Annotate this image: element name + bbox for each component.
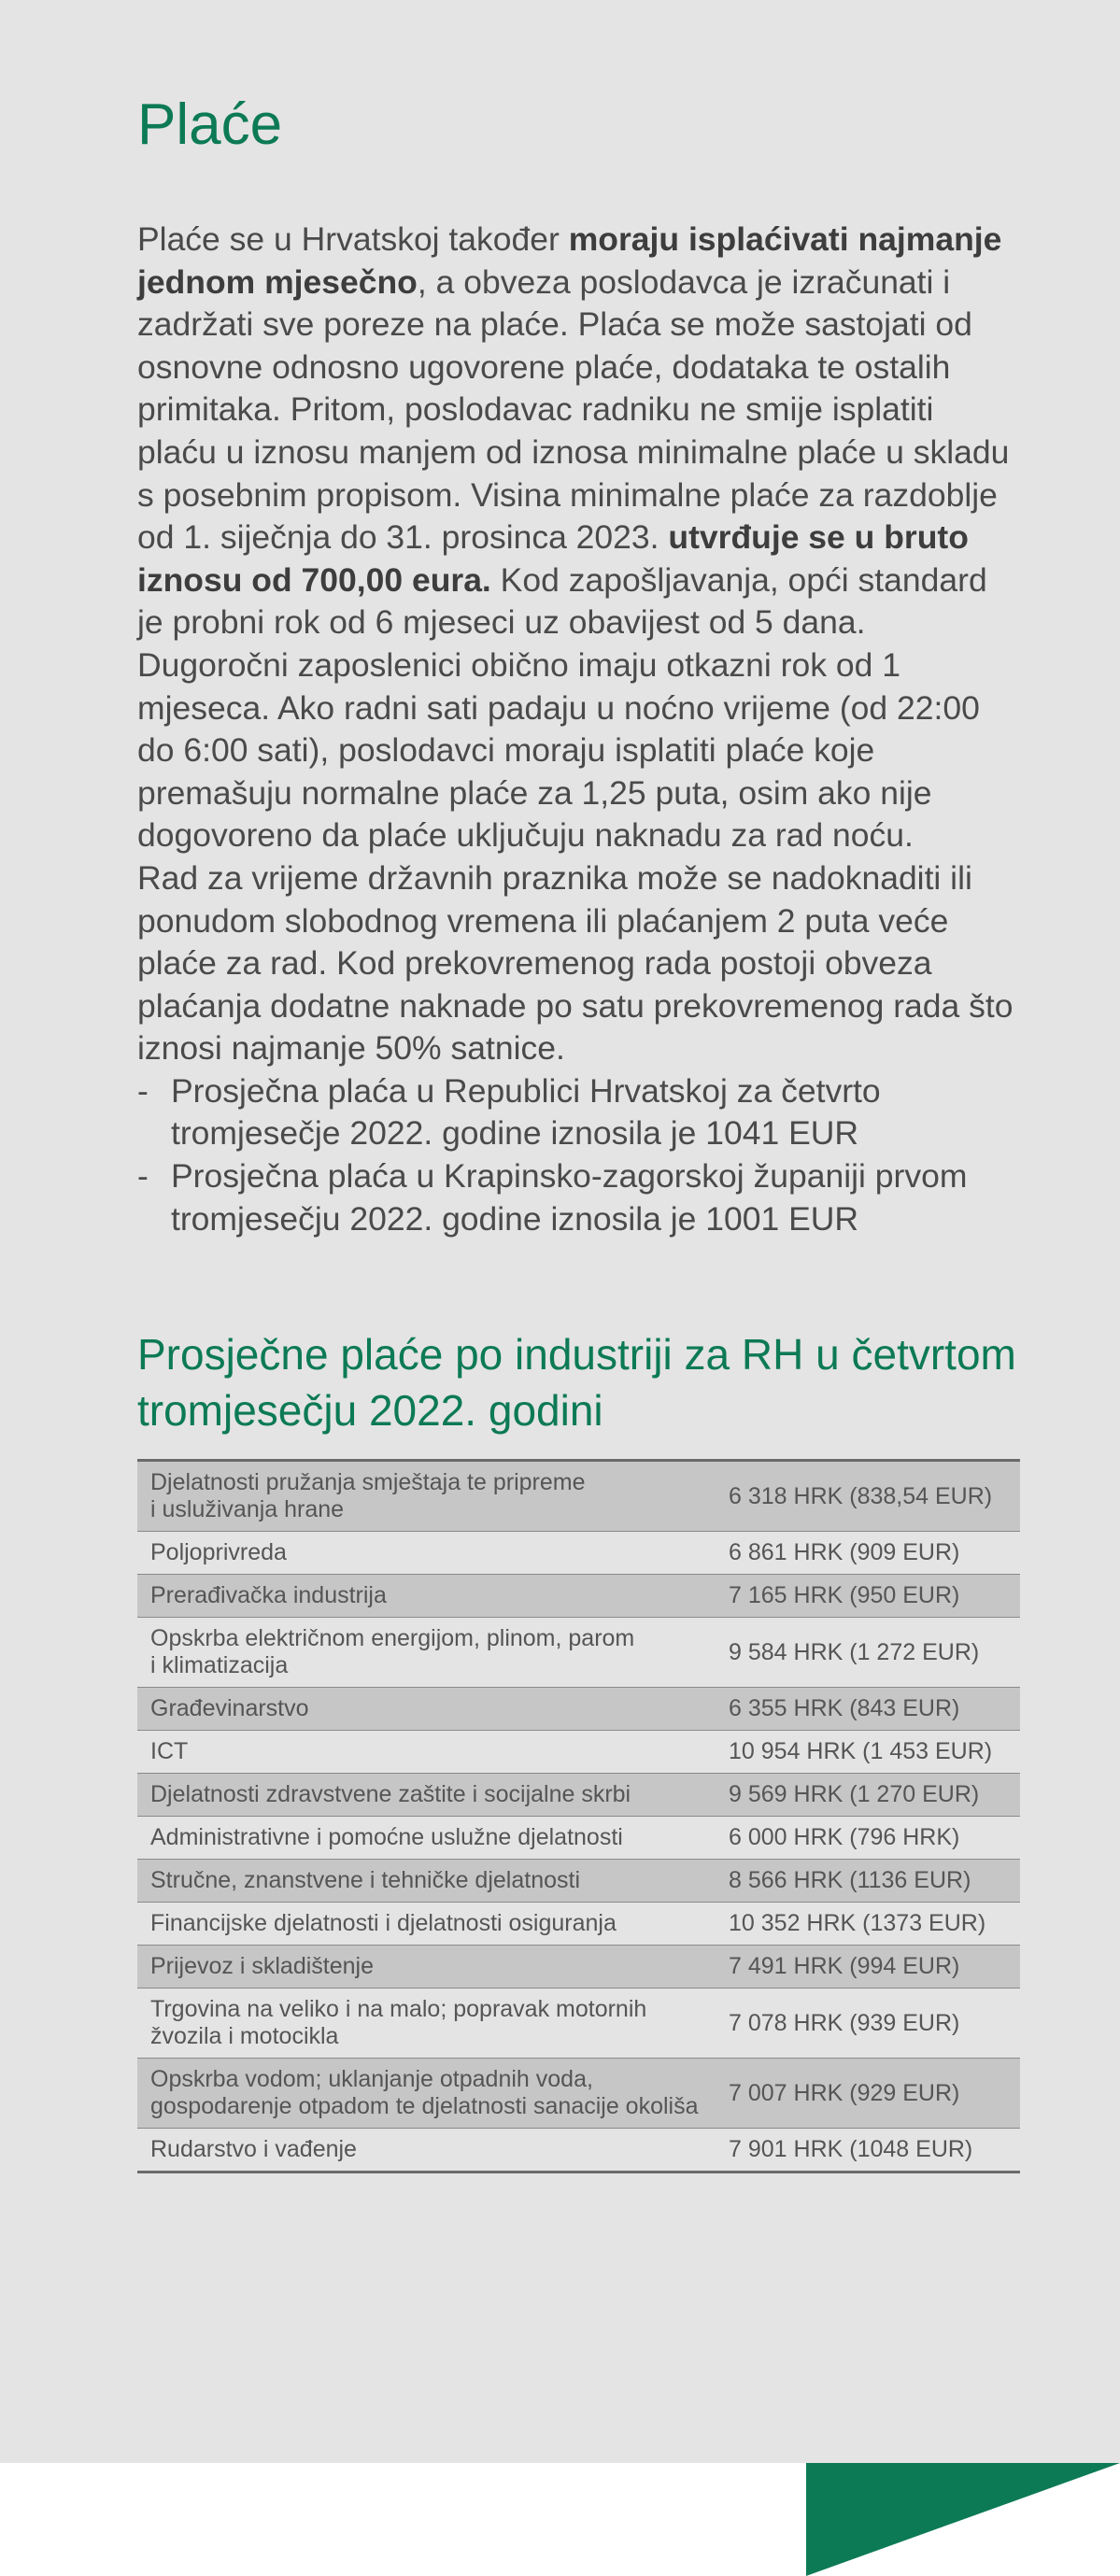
table-row xyxy=(137,1946,1020,1989)
paragraph-1 xyxy=(137,219,1020,857)
industry-cell: Administrativne i pomoćne uslužne djelatnosti xyxy=(137,1817,716,1860)
paragraph-2: Rad za vrijeme državnih praznika može se nadoknaditi ili ponudom slobodnog vremena ili plaćanjem 2 puta veće plaće za rad. Kod prekovremenog rada postoji obveza plaćanja dodatne naknade po satu prekovremenog rada što iznosi najmanje 50% satnice. xyxy=(137,858,1014,1068)
industry-cell: Poljoprivreda xyxy=(137,1532,716,1575)
table-title: Prosječne plaće po industriji za RH u četvrtom tromjesečju 2022. godini xyxy=(137,1330,1016,1436)
industry-cell: Opskrba vodom; uklanjanje otpadnih voda, gospodarenje otpadom te djelatnosti sanacije okoliša xyxy=(137,2059,716,2129)
industry-cell: Građevinarstvo xyxy=(137,1688,716,1731)
wage-cell: 6 318 HRK (838,54 EUR) xyxy=(716,1461,1020,1532)
table-row xyxy=(137,1461,1020,1532)
table-row xyxy=(137,2129,1020,2173)
wage-cell: 6 355 HRK (843 EUR) xyxy=(716,1688,1020,1731)
page-content xyxy=(137,90,1020,2173)
table-row xyxy=(137,1989,1020,2059)
industry-cell: Prijevoz i skladištenje xyxy=(137,1946,716,1989)
bullet-dash: - xyxy=(137,1071,149,1110)
paragraph-1-text-b: , a obveza poslodavca je izračunati i zadržati sve poreze na plaće. Plaća se može sastojati od osnovne odnosno ugovorene plaće, dodataka te ostalih primitaka. Pritom, poslodavac radniku ne smije isplatiti plaću u iznosu manjem od iznosa minimalne plaće u skladu s posebnim propisom. Visina minimalne plaće za razdoblje od 1. siječnja do 31. prosinca 2023. xyxy=(137,262,1010,557)
bullet-text: Prosječna plaća u Republici Hrvatskoj za četvrto tromjesečje 2022. godine iznosila je 1041 EUR xyxy=(171,1071,881,1153)
industry-cell: Djelatnosti zdravstvene zaštite i socijalne skrbi xyxy=(137,1774,716,1817)
industry-cell: ICT xyxy=(137,1731,716,1774)
table-row xyxy=(137,1575,1020,1618)
body-text xyxy=(137,219,1020,1240)
table-row xyxy=(137,1860,1020,1903)
paragraph-1-text-a: Plaće se u Hrvatskoj također xyxy=(137,220,569,258)
table-row xyxy=(137,1817,1020,1860)
wage-cell: 8 566 HRK (1136 EUR) xyxy=(716,1860,1020,1903)
section-title: Plaće xyxy=(137,92,283,157)
bullet-item xyxy=(137,1070,1020,1155)
wage-cell: 9 584 HRK (1 272 EUR) xyxy=(716,1618,1020,1688)
wages-table xyxy=(137,1459,1020,2173)
table-row xyxy=(137,1688,1020,1731)
bullet-item xyxy=(137,1155,1020,1240)
table-row xyxy=(137,1532,1020,1575)
wage-cell: 7 078 HRK (939 EUR) xyxy=(716,1989,1020,2059)
industry-cell: Opskrba električnom energijom, plinom, parom i klimatizacija xyxy=(137,1618,716,1688)
table-row xyxy=(137,1731,1020,1774)
wage-cell: 6 861 HRK (909 EUR) xyxy=(716,1532,1020,1575)
wage-cell: 10 352 HRK (1373 EUR) xyxy=(716,1903,1020,1946)
industry-cell: Prerađivačka industrija xyxy=(137,1575,716,1618)
industry-cell: Stručne, znanstvene i tehničke djelatnosti xyxy=(137,1860,716,1903)
wage-cell: 6 000 HRK (796 HRK) xyxy=(716,1817,1020,1860)
bullet-dash: - xyxy=(137,1157,149,1196)
industry-cell: Djelatnosti pružanja smještaja te pripreme i usluživanja hrane xyxy=(137,1461,716,1532)
industry-cell: Rudarstvo i vađenje xyxy=(137,2129,716,2173)
paragraph-1-bold-a: moraju isplaćivati najmanje jednom mjesečno xyxy=(137,220,1002,301)
wages-table-body xyxy=(137,1461,1020,2173)
table-row xyxy=(137,1618,1020,1688)
wage-cell: 7 491 HRK (994 EUR) xyxy=(716,1946,1020,1989)
corner-accent xyxy=(0,2463,1120,2576)
wage-cell: 7 901 HRK (1048 EUR) xyxy=(716,2129,1020,2173)
wage-cell: 7 007 HRK (929 EUR) xyxy=(716,2059,1020,2129)
bullet-text: Prosječna plaća u Krapinsko-zagorskoj županiji prvom tromjesečju 2022. godine iznosila je 1001 EUR xyxy=(171,1157,968,1238)
bullet-list xyxy=(137,1070,1020,1240)
wage-cell: 10 954 HRK (1 453 EUR) xyxy=(716,1731,1020,1774)
table-row xyxy=(137,2059,1020,2129)
corner-accent-triangle xyxy=(806,2463,1120,2576)
paragraph-1-bold-b: utvrđuje se u bruto iznosu od 700,00 eura. xyxy=(137,518,969,599)
industry-cell: Trgovina na veliko i na malo; popravak motornih žvozila i motocikla xyxy=(137,1989,716,2059)
table-row xyxy=(137,1903,1020,1946)
wage-cell: 7 165 HRK (950 EUR) xyxy=(716,1575,1020,1618)
paragraph-1-text-c: Kod zapošljavanja, opći standard je probni rok od 6 mjeseci uz obavijest od 5 dana. Dugoročni zaposlenici obično imaju otkazni rok od 1 mjeseca. Ako radni sati padaju u noćno vrijeme (od 22:00 do 6:00 sati), poslodavci moraju isplatiti plaće koje premašuju normalne plaće za 1,25 puta, osim ako nije dogovoreno da plaće uključuju naknadu za rad noću. xyxy=(137,560,987,855)
industry-cell: Financijske djelatnosti i djelatnosti osiguranja xyxy=(137,1903,716,1946)
wage-cell: 9 569 HRK (1 270 EUR) xyxy=(716,1774,1020,1817)
table-row xyxy=(137,1774,1020,1817)
